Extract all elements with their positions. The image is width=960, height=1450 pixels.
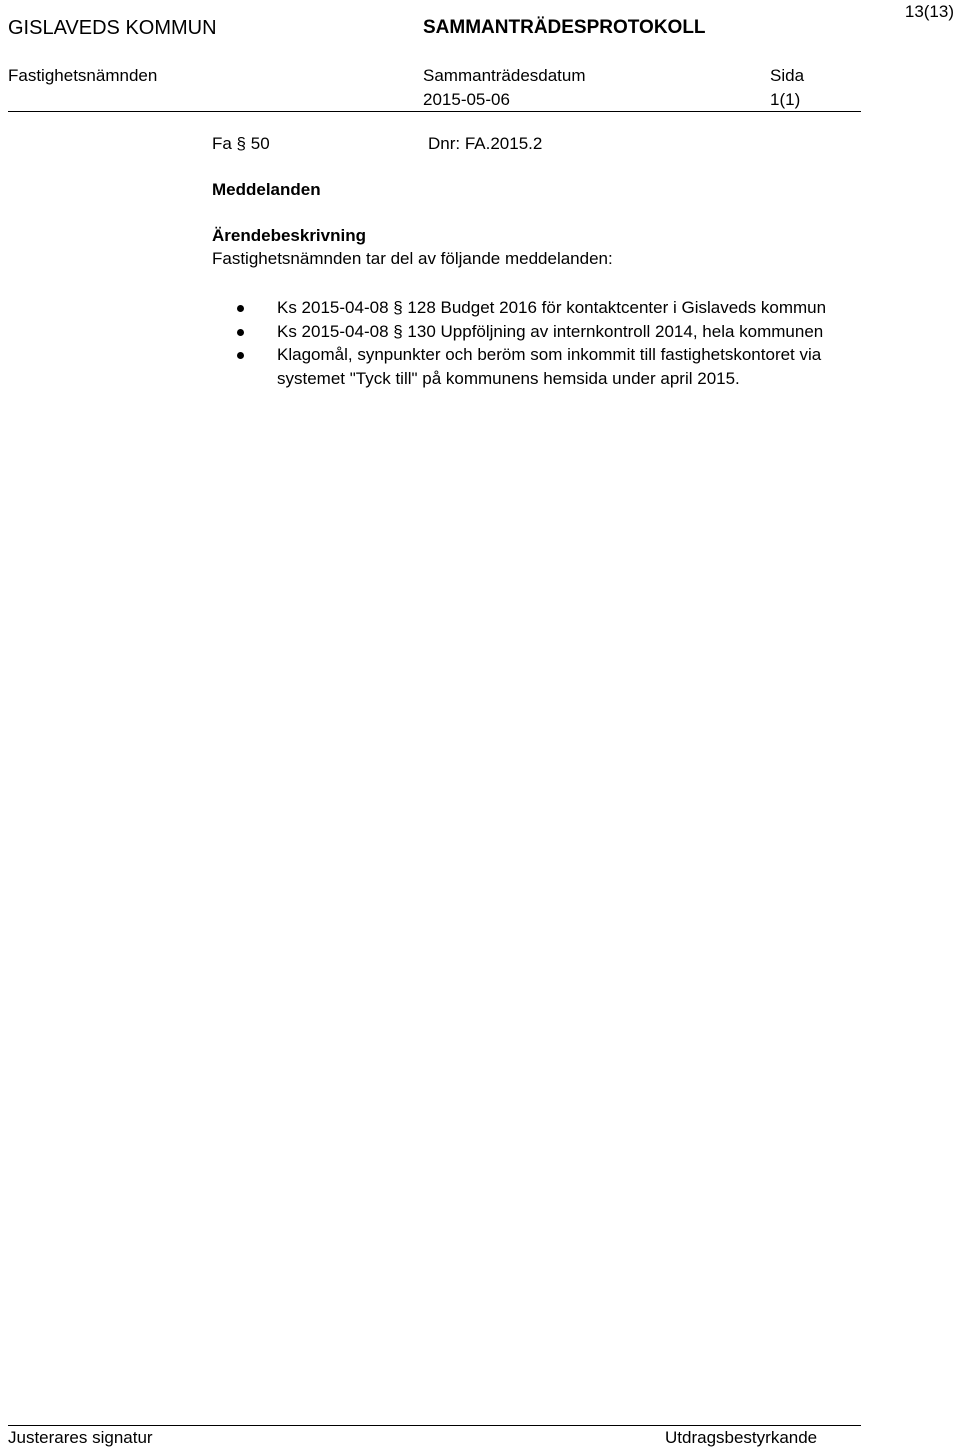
footer-certification-label: Utdragsbestyrkande	[665, 1428, 818, 1447]
page-value: 1(1)	[770, 90, 801, 109]
meeting-date: 2015-05-06	[423, 90, 510, 109]
document-type: SAMMANTRÄDESPROTOKOLL	[423, 17, 706, 38]
footer-divider	[8, 1425, 861, 1426]
item-title: Meddelanden	[212, 180, 321, 199]
message-item	[277, 320, 857, 344]
section-number: Fa § 50	[212, 134, 270, 153]
intro-text: Fastighetsnämnden tar del av följande meddelanden:	[212, 249, 613, 268]
committee-name: Fastighetsnämnden	[8, 66, 158, 85]
bullet-icon	[237, 329, 244, 336]
description-heading: Ärendebeskrivning	[212, 226, 366, 245]
message-item	[277, 296, 857, 320]
bullet-icon	[237, 305, 244, 312]
registration-number: Dnr: FA.2015.2	[428, 134, 543, 153]
meeting-date-label: Sammanträdesdatum	[423, 66, 586, 85]
messages-list	[277, 296, 857, 390]
bullet-icon	[237, 352, 244, 359]
page-label: Sida	[770, 66, 805, 85]
message-item	[277, 343, 857, 390]
message-text: Ks 2015-04-08 § 128 Budget 2016 för kontaktcenter i Gislaveds kommun	[277, 298, 827, 317]
page-number: 13(13)	[904, 2, 954, 21]
message-text: Ks 2015-04-08 § 130 Uppföljning av internkontroll 2014, hela kommunen	[277, 321, 824, 341]
message-text: Klagomål, synpunkter och beröm som inkommit till fastighetskontoret via systemet "Tyck till" på kommunens hemsida under april 2015.	[277, 345, 822, 388]
footer-signature-label: Justerares signatur	[8, 1428, 153, 1447]
header-divider	[8, 111, 861, 112]
organization-name: GISLAVEDS KOMMUN	[8, 17, 217, 39]
